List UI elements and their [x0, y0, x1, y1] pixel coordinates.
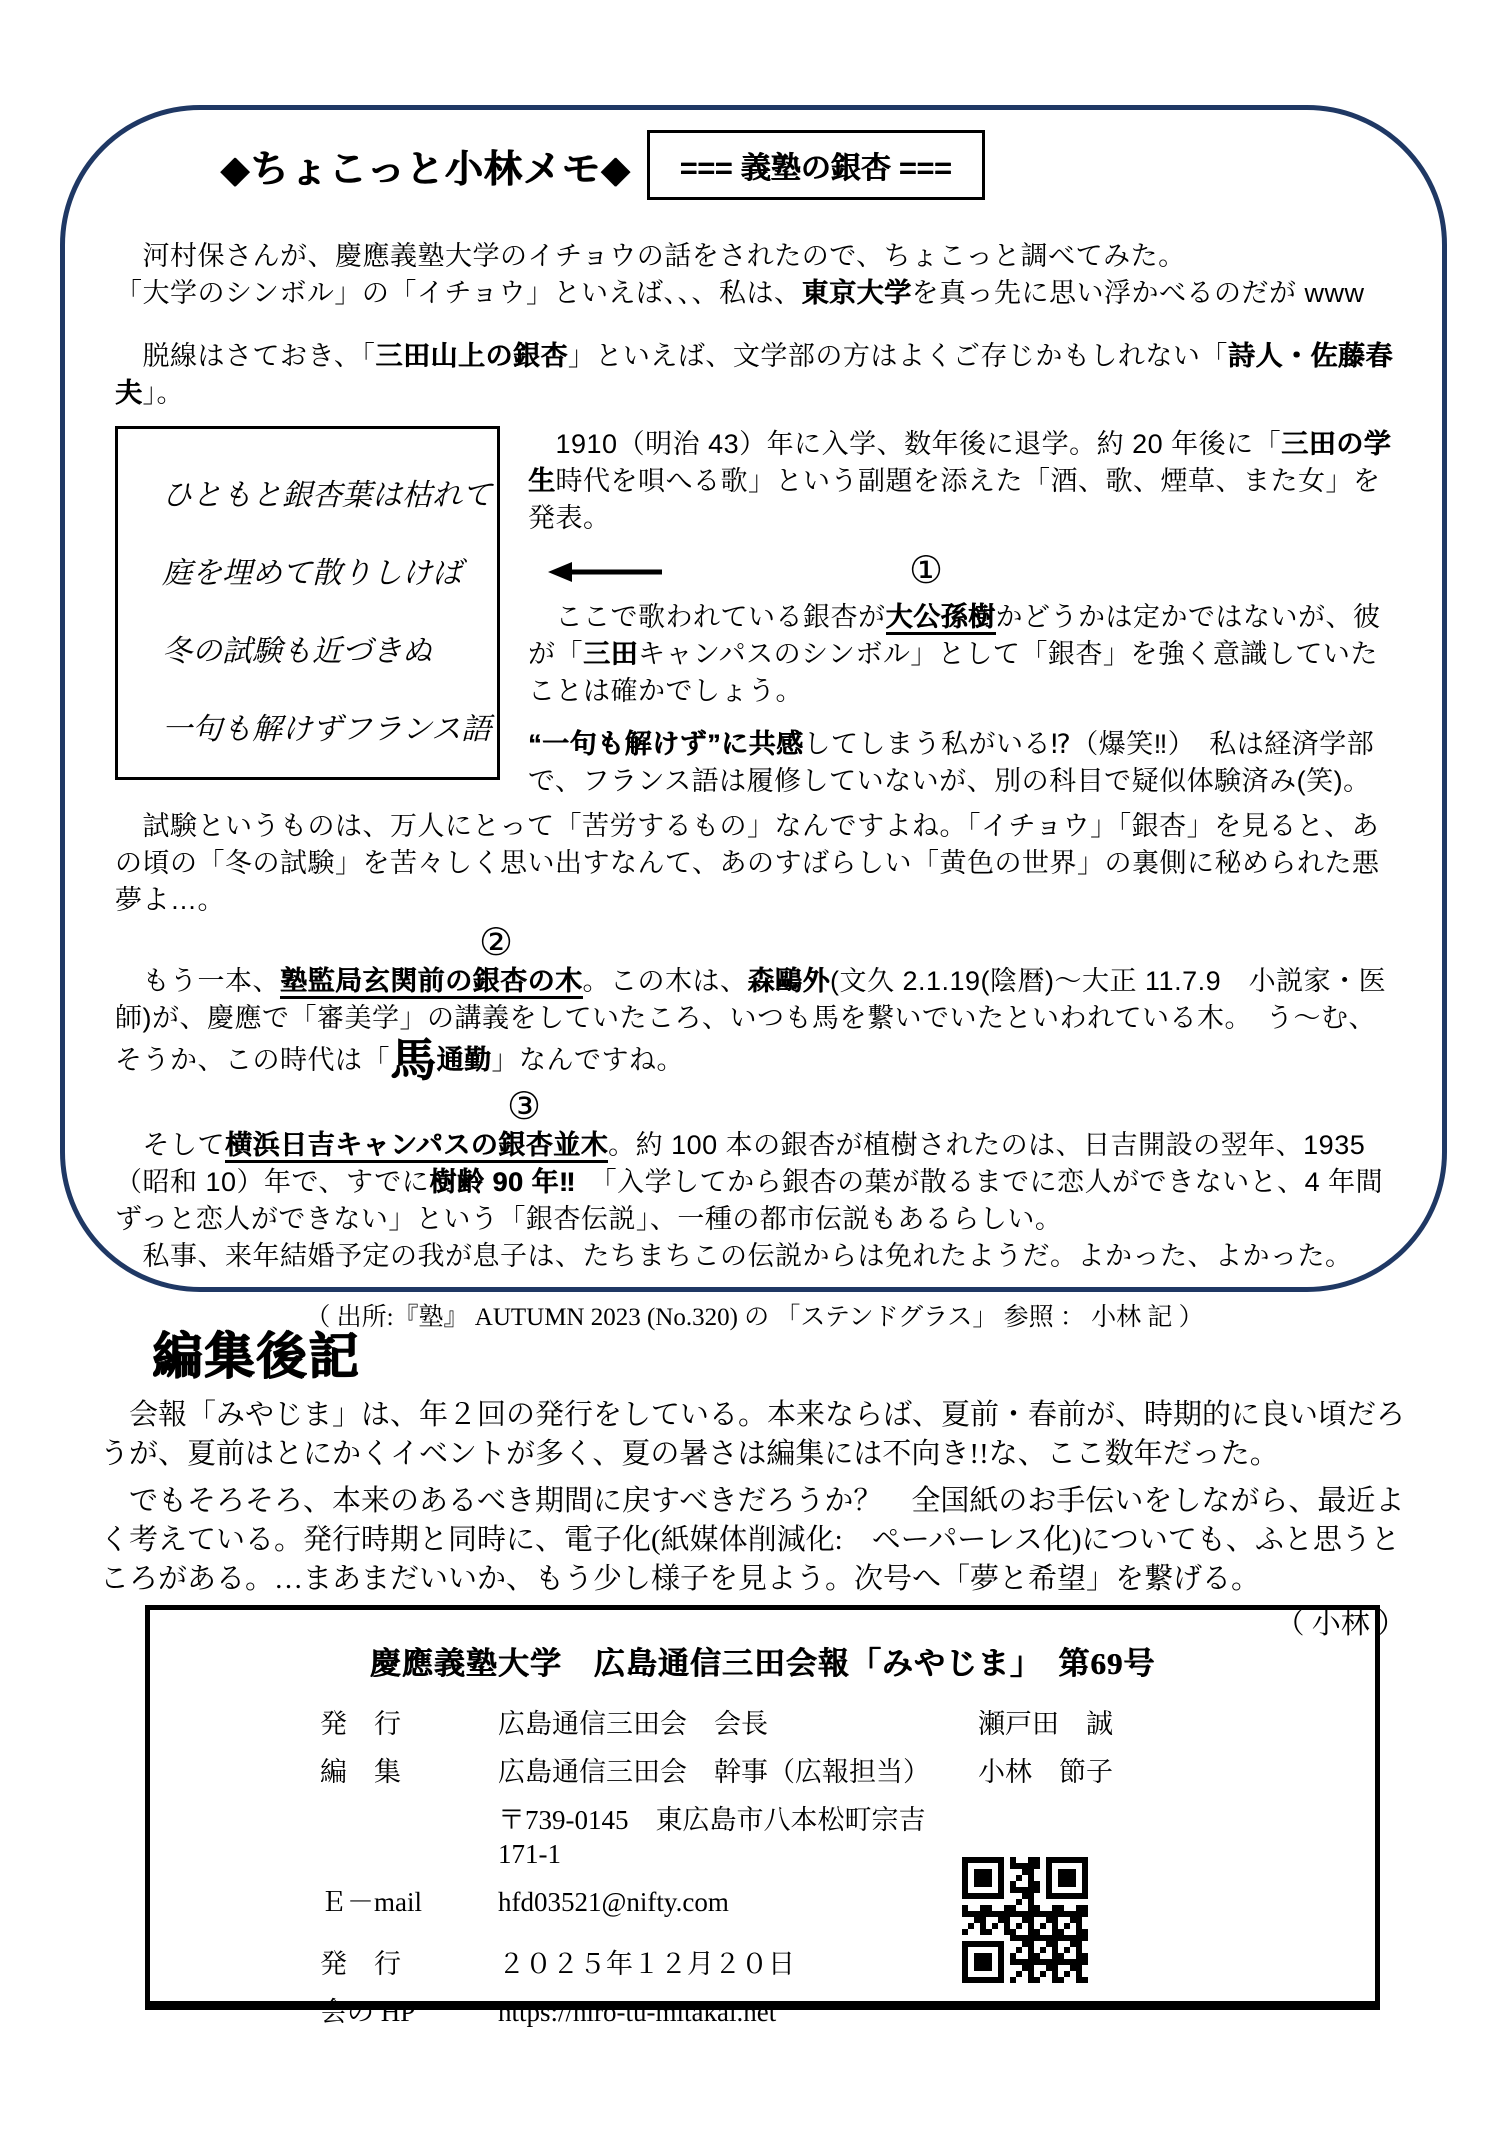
editorial-signature: （ 小林 ） — [1275, 1608, 1406, 1640]
row-extra: 小林 節子 — [978, 1757, 1113, 1787]
memo-content — [65, 110, 1442, 1333]
arrow-row — [528, 543, 1394, 597]
colophon-row-email — [320, 1885, 1375, 1919]
right-column — [528, 426, 1394, 800]
circled-number-2: ② — [479, 922, 514, 964]
editorial-paragraph-2: でもそろそろ、本来のあるべき期間に戻すべきだろうか？ 全国紙のお手伝いをしながら、最近よく考えている。発行時期と同時に、電子化(紙媒体削減化: ペーパーレス化)についても、ふと思うところがある。…まあまだいいか、もう少し様子を見よう。次号へ「夢と希望」を繋げる。 — [100, 1485, 1405, 1595]
son-paragraph: 私事、来年結婚予定の我が息子は、たちまちこの伝説からは免れたようだ。よかった、よかった。 — [115, 1241, 1353, 1271]
exam-paragraph: 試験というものは、万人にとって「苦労するもの」なんですよね。「イチョウ」「銀杏」を見ると、あの頃の「冬の試験」を苦々しく思い出すなんて、あのすばらしい「黄色の世界」の裏側に秘められた悪夢よ…。 — [115, 811, 1380, 915]
memo-subtitle-box — [647, 130, 985, 200]
row-value: 広島通信三田会 幹事（広報担当） — [498, 1757, 930, 1787]
intro-paragraph — [115, 238, 1394, 312]
poem-box — [115, 426, 500, 780]
memo-title: ◆ちょこっと小林メモ◆ — [220, 148, 631, 191]
memo-box — [60, 105, 1447, 1331]
colophon-row-publisher — [320, 1707, 1375, 1741]
hiyoshi-paragraph: そして横浜日吉キャンパスの銀杏並木。約 100 本の銀杏が植樹されたのは、日吉開設の翌年、1935（昭和 10）年で、すでに樹齢 90 年‼ 「入学してから銀杏の葉が散るまでに恋人ができないと、4 年間ずっと恋人ができない」という「銀杏伝説」、一種の都市伝説もあるらしい。 — [115, 1130, 1384, 1234]
row-label: 編 集 — [320, 1757, 401, 1787]
digression-paragraph: 脱線はさておき、「三田山上の銀杏」といえば、文学部の方はよくご存じかもしれない「詩人・佐藤春夫」。 — [115, 341, 1393, 408]
poem-line-1: ひともと銀杏葉は枯れて — [162, 479, 492, 512]
circled-number-1: ① — [909, 550, 944, 592]
colophon-rows — [320, 1707, 1375, 2029]
editorial-heading: 編集後記 — [152, 1328, 360, 1384]
ginkgo-symbol-paragraph: ここで歌われている銀杏が大公孫樹かどうかは定かではないが、彼が「三田キャンパスのシンボル」として「銀杏」を強く意識していたことは確かでしょう。 — [528, 602, 1381, 706]
row-label: Ｅ－mail — [320, 1887, 422, 1917]
row-label: 発 行 — [320, 1709, 401, 1739]
colophon-box — [145, 1605, 1380, 2027]
memo-header — [220, 130, 1394, 200]
mori-ogai-paragraph: もう一本、塾監局玄関前の銀杏の木。この木は、森鷗外(文久 2.1.19(陰暦)～大正 11.7.9 小説家・医師)が、慶應で「審美学」の講義をしていたころ、いつも馬を繋いでいたといわれている木。 う～む、そうか、この時代は「馬通勤」なんですね。 — [115, 966, 1387, 1086]
intro-line-2: 「大学のシンボル」の「イチョウ」といえば、、、私は、東京大学を真っ先に思い浮かべるのだが www — [115, 278, 1365, 308]
empathy-paragraph: “一句も解けず”に共感してしまう私がいる⁉（爆笑‼） 私は経済学部で、フランス語は履修していないが、別の科目で疑似体験済み(笑)。 — [528, 729, 1375, 796]
row-label — [320, 1803, 498, 1871]
qr-code — [962, 1857, 1088, 1983]
editorial-section — [100, 1316, 1416, 1642]
colophon-row-homepage — [320, 1995, 1375, 2029]
colophon-row-date — [320, 1947, 1375, 1981]
row-value: 〒739-0145 東広島市八本松町宗吉 171-1 — [498, 1805, 926, 1869]
memo-subtitle: === 義塾の銀杏 === — [679, 152, 952, 185]
left-arrow-icon — [546, 559, 666, 585]
two-column-section — [115, 426, 1394, 800]
colophon-row-editor — [320, 1755, 1375, 1789]
row-value: hfd03521@nifty.com — [498, 1887, 729, 1917]
row-value: ２０２５年１２月２０日 — [498, 1949, 795, 1979]
poem-line-2: 庭を埋めて散りしけば — [162, 557, 462, 590]
editorial-paragraph-1: 会報「みやじま」は、年２回の発行をしている。本来ならば、夏前・春前が、時期的に良い頃だろうが、夏前はとにかくイベントが多く、夏の暑さは編集には不向き!!な、ここ数年だった。 — [100, 1399, 1406, 1470]
colophon-row-address — [320, 1803, 1375, 1871]
row-value: https://hiro-tu-mitakai.net — [498, 1997, 777, 2027]
row-value: 広島通信三田会 会長 — [498, 1709, 768, 1739]
intro-line-1: 河村保さんが、慶應義塾大学のイチョウの話をされたので、ちょこっと調べてみた。 — [115, 241, 1186, 271]
row-label: 発 行 — [320, 1949, 401, 1979]
sato-haruo-paragraph: 1910（明治 43）年に入学、数年後に退学。約 20 年後に「三田の学生時代を唄へる歌」という副題を添えた「酒、歌、煙草、また女」を発表。 — [528, 429, 1392, 533]
circled-number-3: ③ — [507, 1086, 542, 1128]
row-label: 会の HP — [320, 1997, 416, 2027]
colophon-title: 慶應義塾大学 広島通信三田会報「みやじま」 第69号 — [369, 1646, 1156, 1681]
source-line: （ 出所:『塾』 AUTUMN 2023 (No.320) の 「ステンドグラス」 参照 ： 小林 記 ） — [305, 1304, 1204, 1331]
poem-line-4: 一句も解けずフランス語 — [162, 713, 492, 746]
row-extra — [978, 1995, 1375, 2029]
poem-line-3: 冬の試験も近づきぬ — [162, 635, 432, 668]
row-extra: 瀬戸田 誠 — [978, 1709, 1113, 1739]
